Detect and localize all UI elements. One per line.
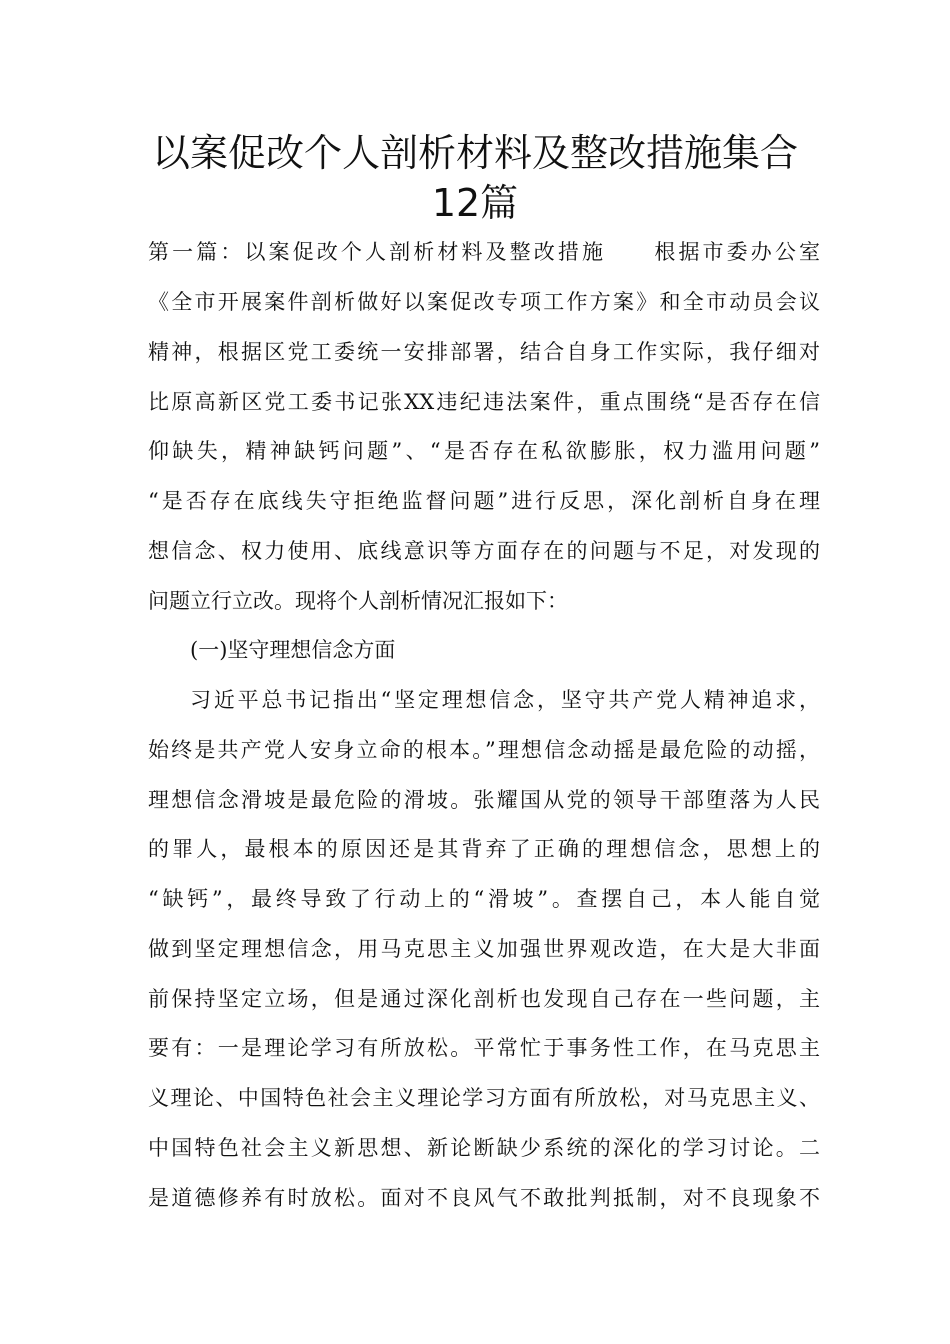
- body-line: 是道德修养有时放松。面对不良风气不敢批判抵制，对不良现象不: [148, 1186, 820, 1210]
- body-line: 仰缺失，精神缺钙问题”、“是否存在私欲膨胀，权力滥用问题”: [148, 439, 820, 463]
- body-line: 义理论、中国特色社会主义理论学习方面有所放松，对马克思主义、: [148, 1086, 820, 1110]
- body-line: 中国特色社会主义新思想、新论断缺少系统的深化的学习讨论。二: [148, 1136, 820, 1160]
- body-line: 比原高新区党工委书记张XX违纪违法案件，重点围绕“是否存在信: [148, 390, 820, 414]
- body-line: 第一篇：以案促改个人剖析材料及整改措施 根据市委办公室: [148, 240, 820, 264]
- body-line: 精神，根据区党工委统一安排部署，结合自身工作实际，我仔细对: [148, 340, 820, 364]
- body-line: 《全市开展案件剖析做好以案促改专项工作方案》和全市动员会议: [148, 290, 820, 314]
- document-title-line-1: 以案促改个人剖析材料及整改措施集合: [151, 131, 798, 175]
- body-line: 要有：一是理论学习有所放松。平常忙于事务性工作，在马克思主: [148, 1036, 820, 1060]
- body-line: 前保持坚定立场，但是通过深化剖析也发现自己存在一些问题，主: [148, 987, 820, 1011]
- body-line: 始终是共产党人安身立命的根本。”理想信念动摇是最危险的动摇，: [148, 738, 820, 762]
- body-line: “是否存在底线失守拒绝监督问题”进行反思，深化剖析自身在理: [148, 489, 820, 513]
- body-line: 的罪人，最根本的原因还是其背弃了正确的理想信念，思想上的: [148, 837, 820, 861]
- body-line: 习近平总书记指出“坚定理想信念，坚守共产党人精神追求，: [190, 688, 820, 712]
- section-heading: (一)坚守理想信念方面: [190, 638, 396, 662]
- body-line: 想信念、权力使用、底线意识等方面存在的问题与不足，对发现的: [148, 539, 820, 563]
- body-line: “缺钙”，最终导致了行动上的“滑坡”。查摆自己，本人能自觉: [148, 887, 820, 911]
- body-line: 做到坚定理想信念，用马克思主义加强世界观改造，在大是大非面: [148, 937, 820, 961]
- document-title-line-2: 12篇: [431, 181, 519, 225]
- body-line: 理想信念滑坡是最危险的滑坡。张耀国从党的领导干部堕落为人民: [148, 788, 820, 812]
- body-line: 问题立行立改。现将个人剖析情况汇报如下：: [148, 589, 568, 613]
